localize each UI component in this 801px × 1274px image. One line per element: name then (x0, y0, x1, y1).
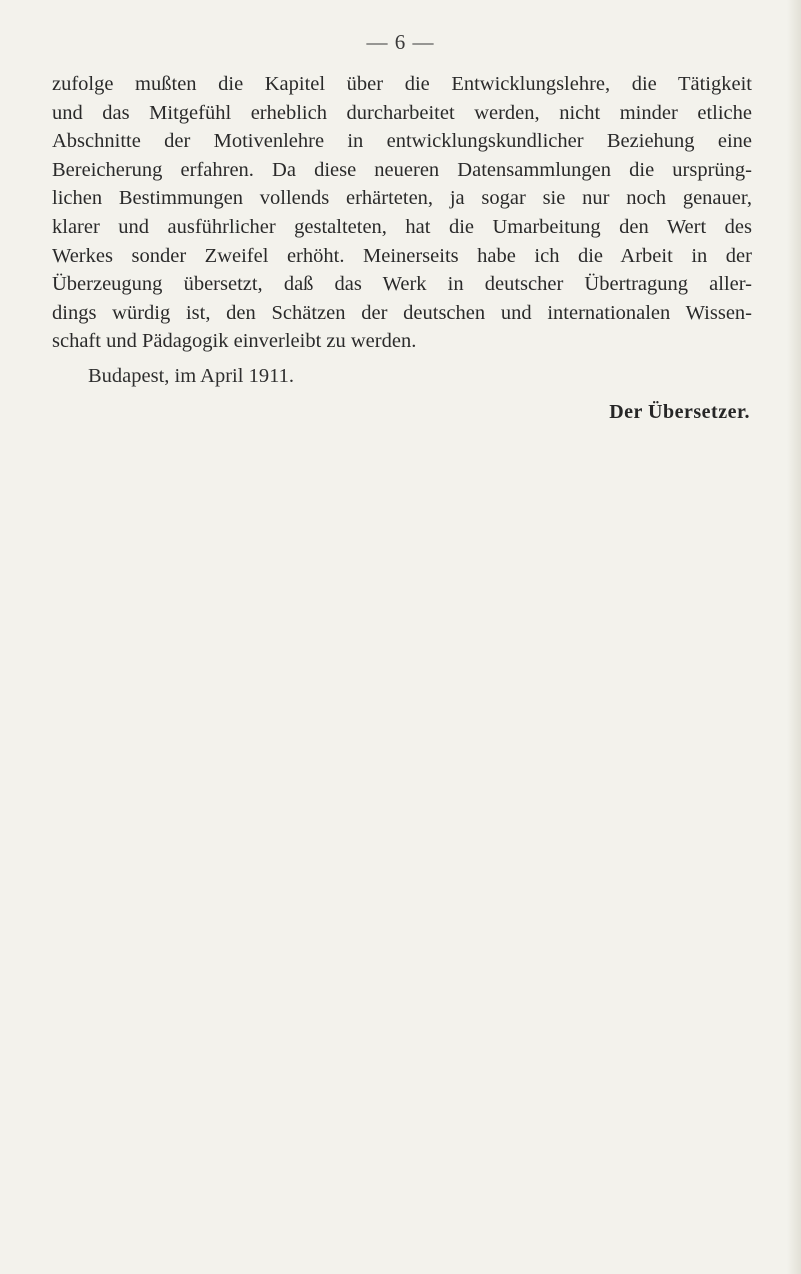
text-line: klarer und ausführlicher gestalteten, hat die Umarbeitung den Wert des (52, 215, 752, 238)
body-paragraph (52, 70, 752, 356)
text-line: und das Mitgefühl erheblich durcharbeitet werden, nicht minder etliche (52, 101, 752, 124)
text-line: Abschnitte der Motivenlehre in entwicklungskundlicher Beziehung eine (52, 130, 752, 153)
text-line: Bereicherung erfahren. Da diese neueren Datensammlungen die ursprüng- (52, 158, 752, 181)
text-line: Werkes sonder Zweifel erhöht. Meinerseits habe ich die Arbeit in der (52, 244, 752, 267)
signature: Der Übersetzer. (609, 401, 750, 423)
text-line: zufolge mußten die Kapitel über die Entwicklungslehre, die Tätigkeit (52, 73, 752, 95)
text-line: lichen Bestimmungen vollends erhärteten, ja sogar sie nur noch genauer, (52, 187, 752, 210)
page-number: — 6 — (366, 30, 435, 54)
text-line: dings würdig ist, den Schätzen der deutschen und internationalen Wissen- (52, 301, 752, 324)
text-line: Überzeugung übersetzt, daß das Werk in deutscher Übertragung aller- (52, 273, 752, 296)
text-line: schaft und Pädagogik einverleibt zu werden. (52, 330, 417, 353)
place-date: Budapest, im April 1911. (88, 365, 294, 387)
page-edge (787, 0, 801, 1274)
